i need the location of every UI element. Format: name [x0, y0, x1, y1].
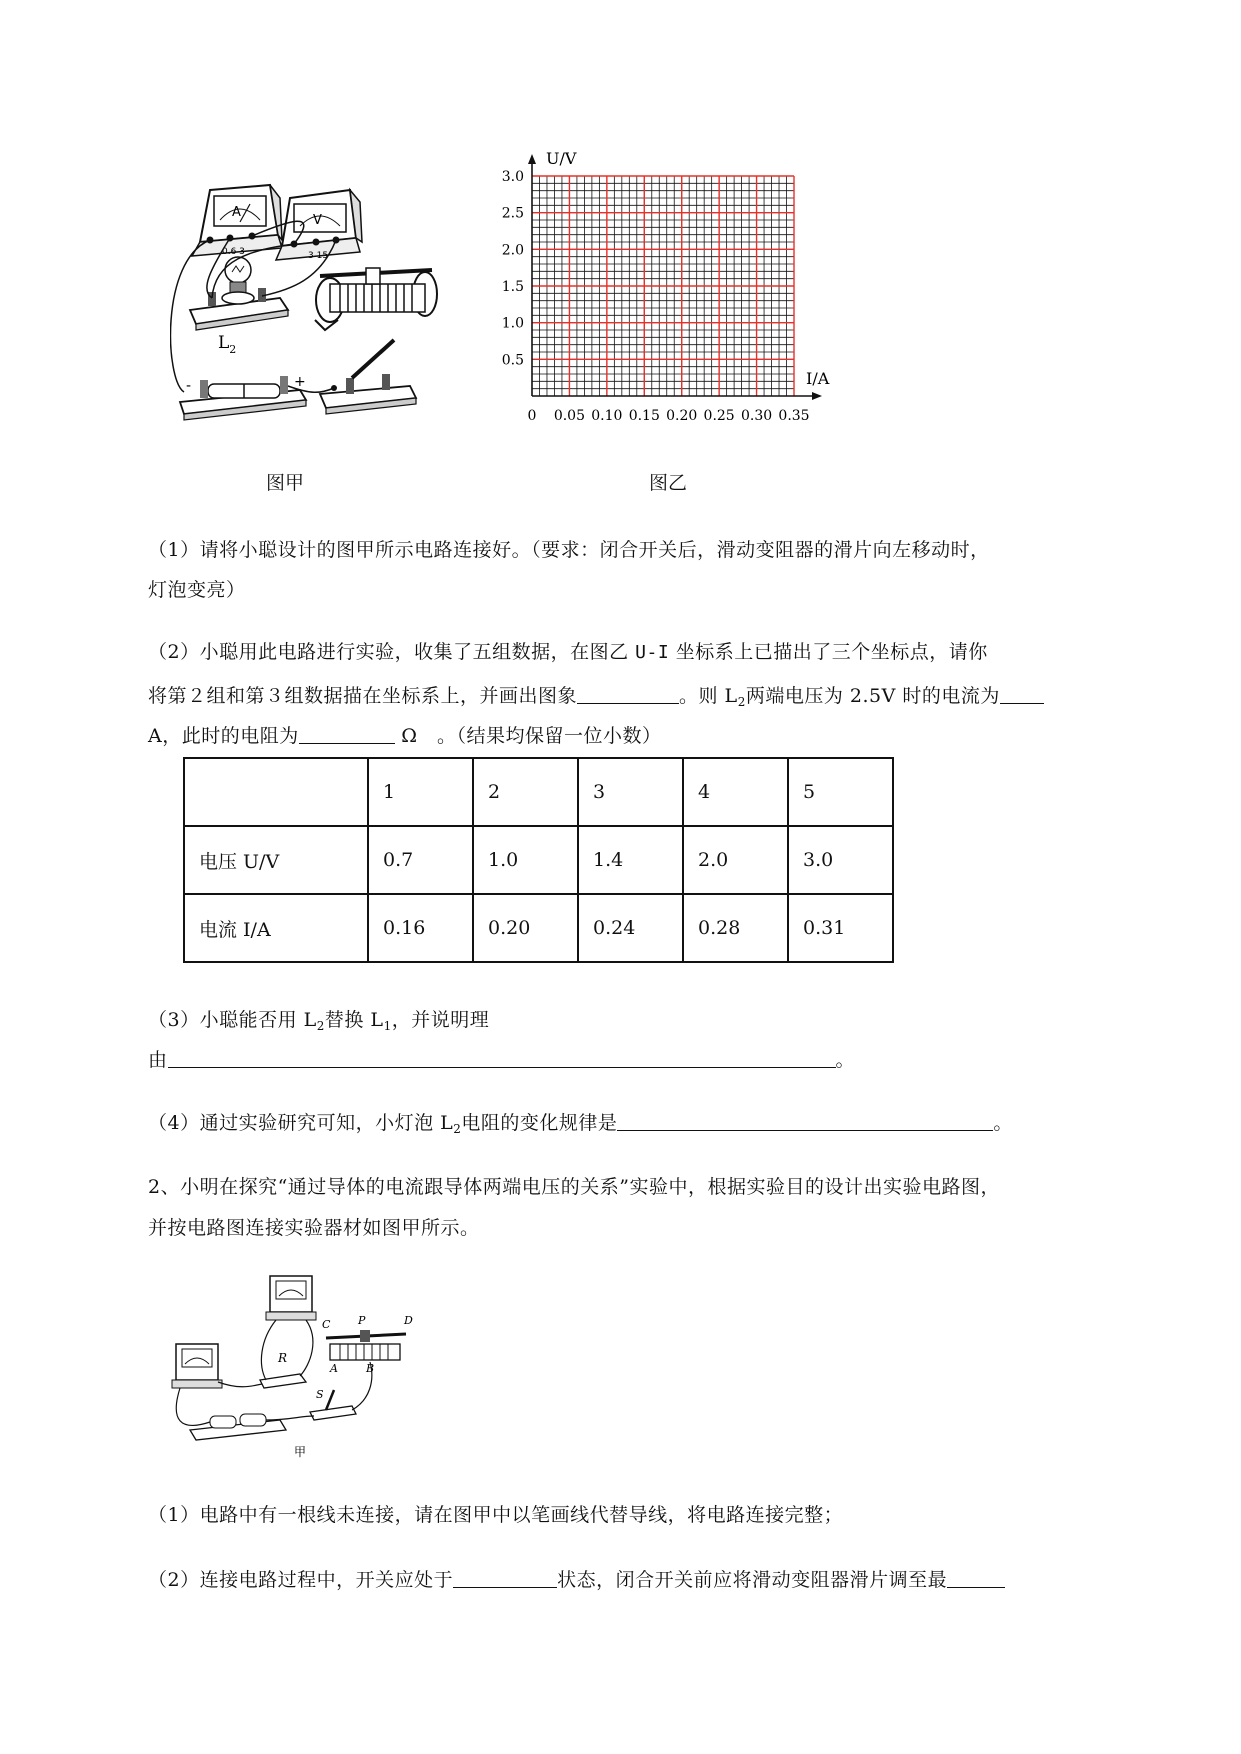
rheostat	[315, 268, 437, 330]
q2-intro-line2: 并按电路图连接实验器材如图甲所示。	[148, 1217, 480, 1239]
table-cell: 3	[578, 758, 683, 826]
y-tick-label: 0.5	[501, 352, 524, 369]
switch-s	[310, 1388, 356, 1420]
table-cell: 电流 I/A	[184, 894, 368, 962]
circuit-diagram-jia	[170, 180, 500, 470]
y-axis-arrow	[528, 154, 536, 164]
y-tick-label: 2.5	[501, 205, 524, 222]
table-cell: 1	[368, 758, 473, 826]
ammeter-q2	[172, 1344, 222, 1388]
q1-part3-line1: （3）小聪能否用 $L_2$替换 $L_1$，并说明理	[148, 1009, 490, 1033]
x-tick-label: 0.25	[703, 408, 735, 424]
x-tick-label: 0.10	[591, 408, 623, 424]
figure-yi-caption: 图乙	[649, 472, 688, 494]
label-r: R	[278, 1351, 288, 1365]
q1-part1-line1: （1）请将小聪设计的图甲所示电路连接好。（要求：闭合开关后，滑动变阻器的滑片向左移动时，	[148, 539, 990, 561]
q2-intro-line1: 2、小明在探究“通过导体的电流跟导体两端电压的关系”实验中，根据实验目的设计出实验电路图，	[148, 1176, 1001, 1198]
table-cell: 2	[473, 758, 578, 826]
label-d: D	[404, 1314, 413, 1327]
table-cell: 0.16	[368, 894, 473, 962]
table-cell: 5	[788, 758, 893, 826]
table-cell: 0.28	[683, 894, 788, 962]
x-axis-label: I/A	[806, 369, 830, 388]
resistor-r	[260, 1351, 306, 1388]
q2-part2: （2）连接电路过程中，开关应处于 状态，闭合开关前应将滑动变阻器滑片调至最	[148, 1565, 1005, 1595]
q1-part2-line3: A，此时的电阻为 Ω 。（结果均保留一位小数）	[148, 725, 662, 747]
answer-blank-resistance[interactable]	[299, 723, 395, 744]
table-cell: 0.31	[788, 894, 893, 962]
label-c: C	[322, 1318, 331, 1331]
ui-notation: U-I	[635, 642, 670, 663]
y-axis-label: U/V	[546, 150, 577, 168]
voltmeter-q2	[266, 1276, 316, 1320]
y-tick-label: 2.0	[501, 242, 524, 259]
label-s: S	[316, 1388, 324, 1401]
q2-part1: （1）电路中有一根线未连接，请在图甲中以笔画线代替导线，将电路连接完整；	[148, 1504, 844, 1526]
battery-holder	[180, 374, 306, 420]
knife-switch	[320, 340, 416, 414]
q1-part3-line2: 由 。	[148, 1049, 856, 1071]
table-row-voltage	[184, 826, 893, 894]
x-tick-label: 0.15	[628, 408, 660, 424]
table-cell: 1.0	[473, 826, 578, 894]
table-cell: 电压 U/V	[184, 826, 368, 894]
table-cell: 4	[683, 758, 788, 826]
ui-coordinate-chart	[480, 150, 880, 470]
voltmeter-terminals: 3 15	[308, 251, 329, 261]
voltmeter-letter: V	[313, 213, 322, 228]
table-cell: 0.7	[368, 826, 473, 894]
figure-q2-caption: 甲	[294, 1445, 307, 1459]
circuit-diagram-q2	[170, 1270, 440, 1460]
q1-part1-line2: 灯泡变亮）	[148, 579, 246, 601]
battery-minus: -	[186, 378, 192, 394]
table-cell: 2.0	[683, 826, 788, 894]
q1-part2-line1: （2）小聪用此电路进行实验，收集了五组数据，在图乙 U-I 坐标系上已描出了三个坐标点，请你	[148, 641, 988, 663]
y-tick-label: 3.0	[501, 169, 524, 185]
q1-part4: （4）通过实验研究可知，小灯泡 $L_2$电阻的变化规律是 。	[148, 1112, 1013, 1136]
answer-blank-current[interactable]	[1000, 683, 1044, 704]
x-tick-label: 0	[527, 408, 537, 424]
ammeter-letter: A	[232, 205, 241, 220]
label-a: A	[330, 1362, 338, 1375]
voltmeter	[276, 190, 362, 261]
figure-jia-caption: 图甲	[266, 472, 305, 494]
battery-plus: +	[294, 374, 306, 390]
bulb-board	[190, 257, 288, 356]
data-table	[183, 757, 894, 963]
x-axis-arrow	[812, 392, 822, 400]
answer-blank-switch-state[interactable]	[453, 1567, 557, 1588]
q1-part2-line2: 将第２组和第３组数据描在坐标系上，并画出图象 。则 $L_2$两端电压为 2.5V 时的电流为	[148, 681, 1044, 717]
x-tick-label: 0.20	[666, 408, 698, 424]
ammeter-terminals: 0.6 3	[222, 247, 245, 257]
label-p: P	[358, 1314, 366, 1327]
x-tick-label: 0.35	[778, 408, 810, 424]
answer-blank-graph[interactable]	[577, 683, 679, 704]
table-cell	[184, 758, 368, 826]
x-tick-label: 0.30	[740, 408, 773, 424]
y-tick-label: 1.0	[501, 315, 524, 332]
answer-blank-slider-end[interactable]	[947, 1567, 1005, 1588]
ammeter	[192, 185, 282, 257]
answer-blank-reason[interactable]	[168, 1047, 836, 1068]
label-b: B	[366, 1362, 375, 1375]
table-header-row	[184, 758, 893, 826]
bulb-label: $L_2$	[218, 333, 237, 356]
table-cell: 0.20	[473, 894, 578, 962]
y-tick-label: 1.5	[501, 279, 524, 295]
battery-q2	[190, 1414, 286, 1440]
answer-blank-rule[interactable]	[617, 1110, 993, 1131]
table-row-current	[184, 894, 893, 962]
table-cell: 1.4	[578, 826, 683, 894]
rheostat-q2	[322, 1314, 413, 1375]
table-cell: 3.0	[788, 826, 893, 894]
x-tick-label: 0.05	[553, 408, 586, 424]
table-cell: 0.24	[578, 894, 683, 962]
